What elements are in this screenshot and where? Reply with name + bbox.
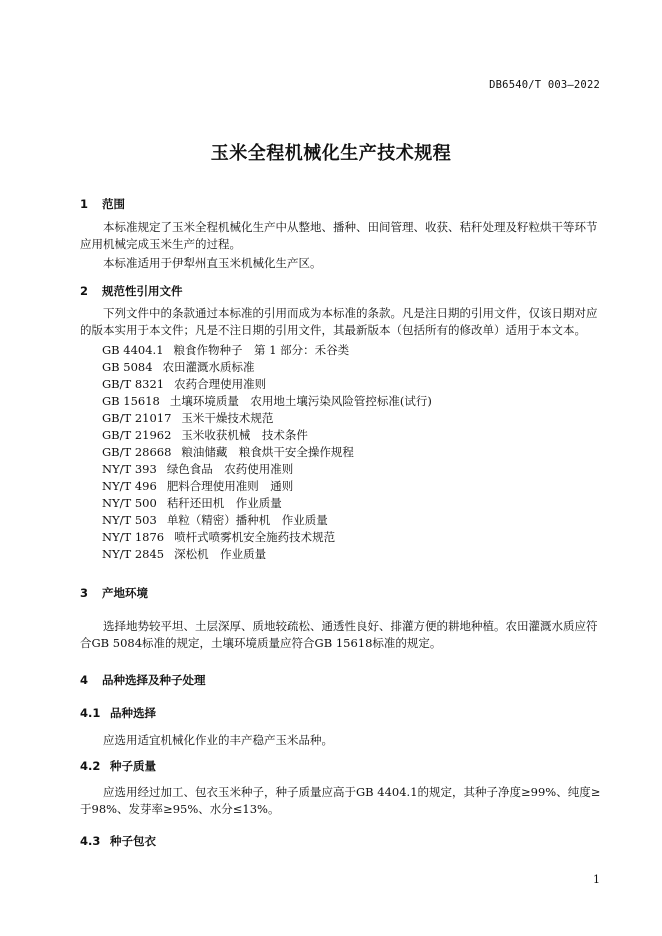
section-title: 产地环境 [102, 586, 148, 600]
reference-name: 单粒（精密）播种机 作业质量 [166, 513, 328, 527]
reference-item [102, 529, 335, 545]
reference-item [102, 461, 293, 477]
reference-code: GB/T 8321 [102, 377, 165, 391]
subsection-title: 品种选择 [110, 706, 156, 720]
reference-item [102, 495, 282, 511]
section-title: 规范性引用文件 [102, 284, 183, 298]
reference-name: 农田灌溉水质标准 [162, 360, 255, 374]
reference-item [102, 546, 266, 562]
reference-name: 肥料合理使用准则 通则 [166, 479, 294, 493]
reference-name: 绿色食品 农药使用准则 [166, 462, 294, 476]
reference-item [102, 342, 349, 358]
reference-code: NY/T 503 [102, 513, 157, 527]
reference-code: GB 4404.1 [102, 343, 164, 357]
reference-code: NY/T 1876 [102, 530, 165, 544]
reference-code: GB/T 28668 [102, 445, 172, 459]
reference-item [102, 410, 273, 426]
section-1-heading [80, 196, 125, 212]
reference-name: 土壤环境质量 农用地土壤污染风险管控标准(试行) [169, 394, 432, 408]
reference-item [102, 478, 293, 494]
subsection-4-3-heading [80, 833, 156, 849]
reference-code: GB/T 21962 [102, 428, 172, 442]
section-3-heading [80, 585, 148, 601]
section-title: 品种选择及种子处理 [102, 673, 206, 687]
reference-name: 玉米干燥技术规范 [181, 411, 274, 425]
reference-code: NY/T 2845 [102, 547, 165, 561]
section-2-heading [80, 283, 183, 299]
section-4-heading [80, 672, 206, 688]
document-title: 玉米全程机械化生产技术规程 [210, 143, 452, 164]
section-number: 3 [80, 586, 89, 600]
subsection-number: 4.2 [80, 759, 101, 773]
section-number: 1 [80, 197, 89, 211]
reference-item [102, 444, 354, 460]
reference-code: NY/T 496 [102, 479, 157, 493]
section-number: 4 [80, 673, 89, 687]
reference-code: NY/T 500 [102, 496, 157, 510]
subsection-title: 种子包衣 [110, 834, 156, 848]
reference-item [102, 359, 255, 375]
reference-item [102, 512, 328, 528]
reference-code: GB/T 21017 [102, 411, 172, 425]
reference-name: 秸秆还田机 作业质量 [166, 496, 282, 510]
section-3-paragraph-1: 选择地势较平坦、土层深厚、质地较疏松、通透性良好、排灌方便的耕地种植。农田灌溉水质应符合GB 5084标准的规定，土壤环境质量应符合GB 15618标准的规定。 [80, 619, 598, 650]
subsection-4-1-paragraph: 应选用适宜机械化作业的丰产稳产玉米品种。 [103, 733, 333, 747]
section-2-paragraph-1: 下列文件中的条款通过本标准的引用而成为本标准的条款。凡是注日期的引用文件，仅该日期对应的版本实用于本文件；凡是不注日期的引用文件，其最新版本（包括所有的修改单）适用于本文本。 [80, 306, 598, 337]
reference-code: GB 15618 [102, 394, 160, 408]
reference-name: 深松机 作业质量 [174, 547, 267, 561]
standard-code: DB6540/T 003—2022 [489, 79, 600, 91]
reference-code: NY/T 393 [102, 462, 157, 476]
reference-name: 粮油储藏 粮食烘干安全操作规程 [181, 445, 354, 459]
reference-name: 粮食作物种子 第 1 部分：禾谷类 [173, 343, 350, 357]
section-1-paragraph-2: 本标准适用于伊犁州直玉米机械化生产区。 [103, 256, 322, 270]
reference-code: GB 5084 [102, 360, 153, 374]
reference-name: 农药合理使用准则 [174, 377, 267, 391]
reference-name: 玉米收获机械 技术条件 [181, 428, 308, 442]
section-1-paragraph-1: 本标准规定了玉米全程机械化生产中从整地、播种、田间管理、收获、秸秆处理及籽粒烘干等环节应用机械完成玉米生产的过程。 [80, 220, 598, 251]
page-number: 1 [593, 873, 600, 886]
reference-item [102, 393, 432, 409]
subsection-4-1-heading [80, 705, 156, 721]
section-number: 2 [80, 284, 89, 298]
subsection-number: 4.1 [80, 706, 101, 720]
subsection-4-2-paragraph: 应选用经过加工、包衣玉米种子，种子质量应高于GB 4404.1的规定，其种子净度≥99%、纯度≥于98%、发芽率≥95%、水分≤13%。 [80, 785, 601, 816]
reference-item [102, 376, 266, 392]
section-title: 范围 [102, 197, 125, 211]
subsection-4-2-heading [80, 758, 156, 774]
reference-item [102, 427, 308, 443]
reference-name: 喷杆式喷雾机安全施药技术规范 [174, 530, 336, 544]
subsection-title: 种子质量 [110, 759, 156, 773]
subsection-number: 4.3 [80, 834, 101, 848]
